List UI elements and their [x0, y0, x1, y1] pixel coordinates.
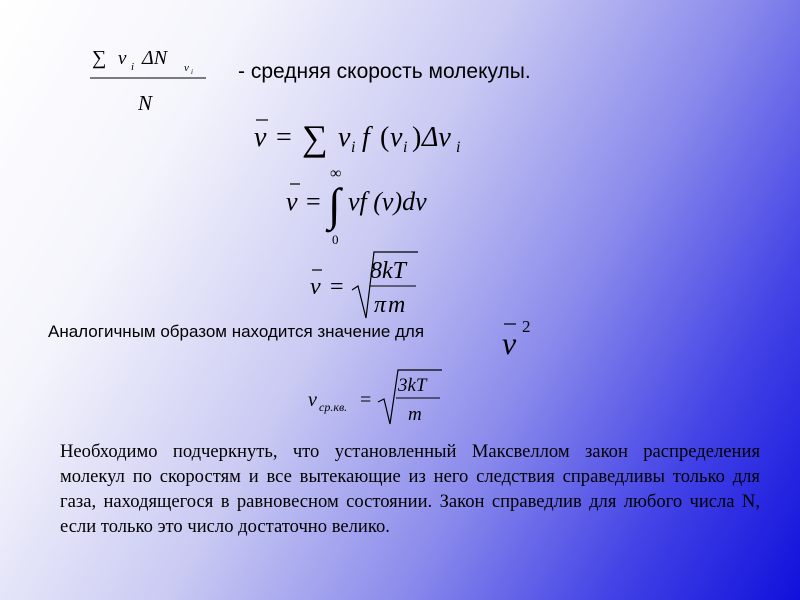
- formula-mean-sum-sub-v-i: i: [191, 68, 193, 76]
- formula-sum-distribution-paren-close: ): [412, 122, 422, 153]
- formula-integral-lower-limit: 0: [332, 232, 339, 247]
- formula-integral: [282, 160, 462, 250]
- formula-mean-sqrt-equals: =: [330, 274, 344, 300]
- formula-mean-sqrt-numerator: 8kT: [370, 258, 406, 284]
- formula-mean-sum-delta-n: ΔN: [142, 47, 168, 69]
- formula-integral-upper-limit: ∞: [330, 165, 342, 182]
- formula-sum-distribution-inner-sub: i: [403, 139, 408, 156]
- formula-mean-sqrt-m: m: [388, 292, 406, 318]
- formula-mean-sum-denominator: N: [138, 91, 153, 115]
- formula-sum-distribution-delta-sub: i: [456, 139, 461, 156]
- paragraph-maxwell-law: Необходимо подчеркнуть, что установленный Максвеллом закон распределения молекул по скоростям и все вытекающие из него следствия справедливы только для газа, находящегося в равновесном состоянии. Закон справедлив для любого числа N, если только это число достаточно велико.: [60, 441, 760, 537]
- formula-rms-lhs-sub: ср.кв.: [319, 400, 348, 414]
- formula-integral-equals: =: [306, 187, 321, 216]
- formula-sum-distribution-sigma: ∑: [302, 118, 328, 158]
- formula-sum-distribution-body-v: v: [338, 122, 351, 153]
- formula-rms-denominator: m: [408, 404, 422, 425]
- formula-v-squared: [500, 312, 544, 362]
- formula-integral-integrand: vf (v)dv: [348, 187, 427, 216]
- caption-analogous: Аналогичным образом находится значение для: [48, 322, 425, 341]
- formula-rms-equals: =: [360, 389, 372, 411]
- formula-sum-distribution-delta-v: Δv: [422, 122, 451, 153]
- formula-mean-sqrt-lhs: v: [310, 274, 321, 300]
- formula-mean-sum: [88, 38, 218, 118]
- formula-mean-sum-sub-v: v: [184, 62, 189, 74]
- caption-mean-speed: - средняя скорость молекулы.: [238, 60, 531, 83]
- formula-mean-sum-v: v: [118, 48, 127, 69]
- formula-integral-sign: ∫: [328, 179, 341, 230]
- formula-integral-lhs: v: [286, 187, 298, 216]
- formula-mean-sum-sigma: ∑: [92, 47, 107, 69]
- formula-v-squared-power: 2: [522, 317, 531, 336]
- formula-mean-sqrt-pi: π: [374, 292, 387, 318]
- formula-mean-sqrt: [304, 248, 434, 328]
- formula-rms: [304, 366, 454, 432]
- formula-sum-distribution-f: f: [362, 122, 370, 153]
- formula-sum-distribution-paren-open: (: [380, 122, 390, 153]
- formula-v-squared-symbol: v: [502, 325, 517, 361]
- formula-rms-lhs: v: [308, 389, 317, 411]
- formula-sum-distribution-lhs: v: [254, 122, 267, 153]
- formula-mean-sum-sub-i: i: [131, 61, 135, 73]
- formula-sum-distribution-inner-v: v: [390, 122, 403, 153]
- formula-sum-distribution-sub-i: i: [351, 139, 356, 156]
- formula-sum-distribution-equals: =: [276, 122, 292, 153]
- formula-rms-numerator: 3kT: [398, 375, 427, 396]
